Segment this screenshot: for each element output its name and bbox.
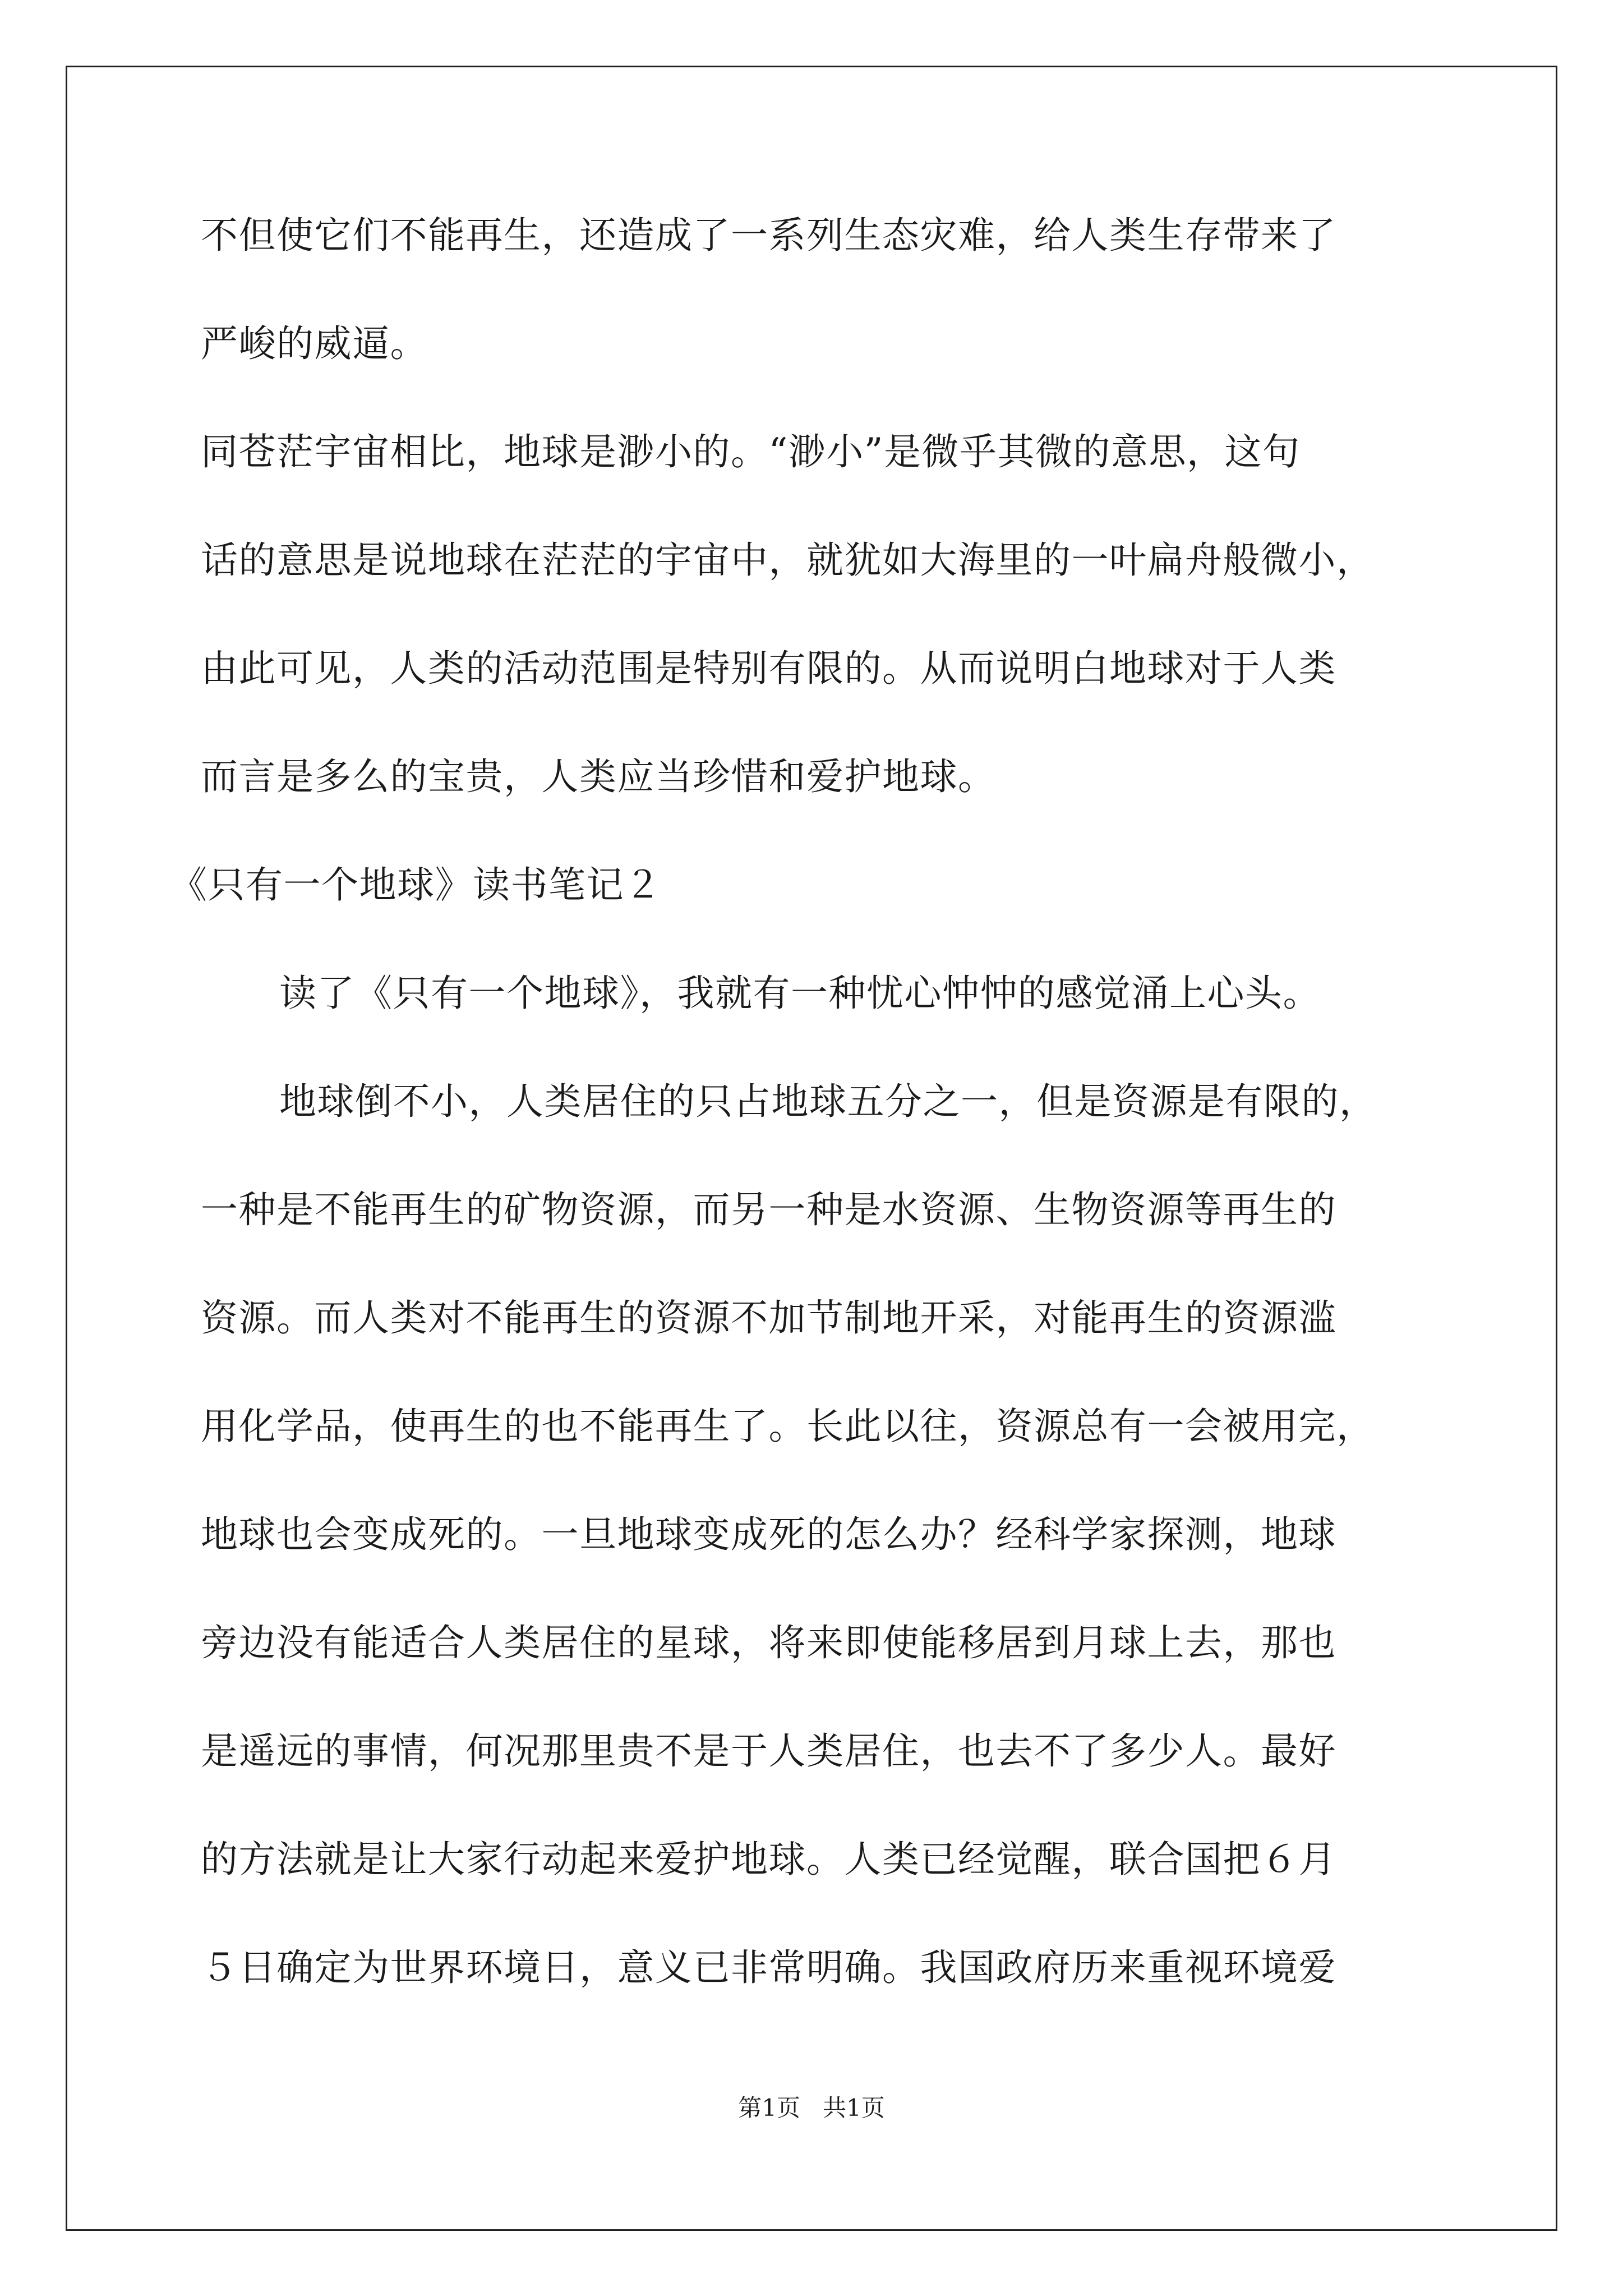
text-line: 不但使它们不能再生，还造成了一系列生态灾难，给人类生存带来了 [201,214,1336,257]
text-line: 而言是多么的宝贵，人类应当珍惜和爱护地球。 [201,755,996,798]
page-footer [0,2093,1623,2123]
page-count: 共1页 [823,2094,885,2122]
text-line: 的方法就是让大家行动起来爱护地球。人类已经觉醒，联合国把６月 [201,1838,1336,1881]
text-line: 是遥远的事情，何况那里贵不是于人类居住，也去不了多少人。最好 [201,1729,1336,1773]
page-number: 第1页 [738,2094,800,2122]
text-line: 用化学品，使再生的也不能再生了。长此以往，资源总有一会被用完， [201,1405,1375,1448]
text-line: 话的意思是说地球在茫茫的宇宙中，就犹如大海里的一叶扁舟般微小， [201,539,1375,582]
text-line: 旁边没有能适合人类居住的星球，将来即使能移居到月球上去，那也 [201,1621,1336,1664]
text-line: 一种是不能再生的矿物资源，而另一种是水资源、生物资源等再生的 [201,1188,1336,1231]
text-line: 由此可见，人类的活动范围是特别有限的。从而说明白地球对于人类 [201,647,1336,690]
section-heading: 《只有一个地球》读书笔记２ [170,863,662,907]
text-line: 地球也会变成死的。一旦地球变成死的怎么办？经科学家探测，地球 [201,1513,1336,1556]
text-line: 同苍茫宇宙相比，地球是渺小的。“渺小”是微乎其微的意思，这句 [201,430,1301,473]
text-line: ５日确定为世界环境日，意义已非常明确。我国政府历来重视环境爱 [201,1946,1336,1989]
text-line: 资源。而人类对不能再生的资源不加节制地开采，对能再生的资源滥 [201,1296,1336,1340]
paragraph-first-line: 读了《只有一个地球》，我就有一种忧心忡忡的感觉涌上心头。 [279,972,1321,1015]
paragraph-first-line: 地球倒不小，人类居住的只占地球五分之一，但是资源是有限的， [279,1080,1377,1123]
page-border [66,66,1557,2231]
text-line: 严峻的威逼。 [201,322,428,365]
